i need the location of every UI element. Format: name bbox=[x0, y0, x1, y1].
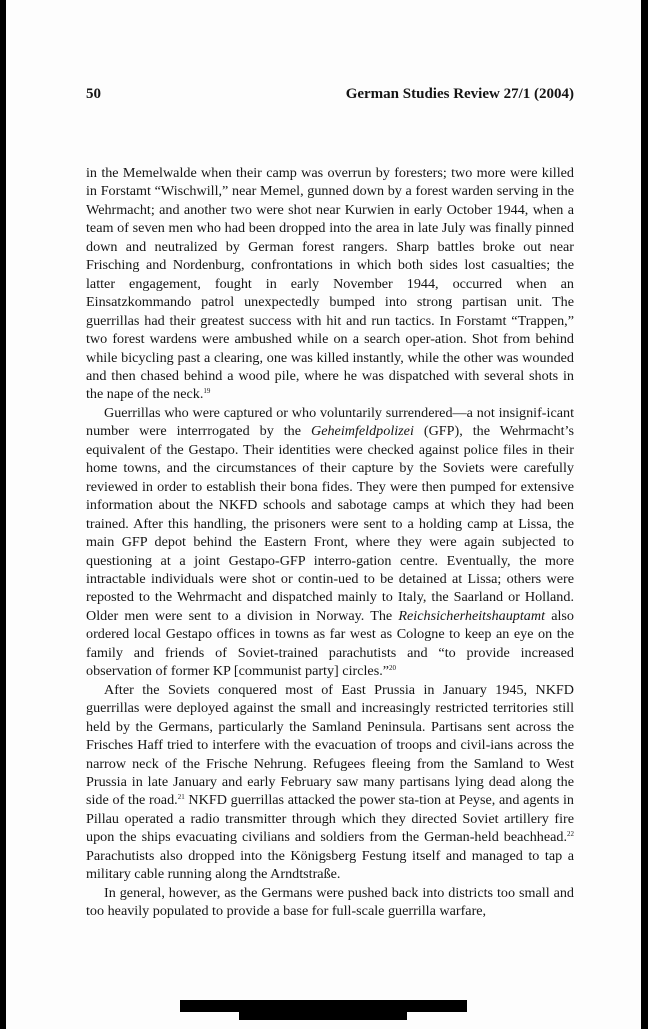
footnote-ref: 22 bbox=[567, 830, 574, 839]
text-run: Guerrillas who were captured or who voluntarily surrendered—a not insignif-icant number were interrrogated by the bbox=[86, 404, 574, 440]
paragraph bbox=[86, 404, 574, 681]
text-run: In general, however, as the Germans were pushed back into districts too small and too heavily populated to provide a base for full-scale guerrilla warfare, bbox=[86, 884, 574, 920]
paragraph bbox=[86, 884, 574, 921]
italic-term: Reichsicherheitshauptamt bbox=[398, 607, 546, 624]
text-run: Parachutists also dropped into the Königsberg Festung itself and managed to tap a military cable running along the Arndtstraße. bbox=[86, 847, 574, 883]
text-run: After the Soviets conquered most of East Prussia in January 1945, NKFD guerrillas were deployed against the small and increasingly restricted territories still held by the Germans, particularly the Samland Peninsula. Partisans sent across the Frisches Haff tried to interfere with the evacuation of troops and civil-ians across the narrow neck of the Frische Nehrung. Refugees fleeing from the Samland to West Prussia in late January and early February saw many partisans lying dead along the side of the road. bbox=[86, 681, 574, 809]
italic-term: Geheimfeldpolizei bbox=[311, 423, 414, 440]
text-run: in the Memelwalde when their camp was overrun by foresters; two more were killed in Forstamt “Wischwill,” near Memel, gunned down by a forest warden serving in the Wehrmacht; and another two were shot near Kurwien in early October 1944, when a team of seven men who had been dropped into the area in late July was finally pinned down and neutralized by German forest rangers. Sharp battles broke out near Frisching and Nordenburg, confrontations in which both sides lost casualties; the latter engagement, fought in early November 1944, occurred when an Einsatzkommando patrol unexpectedly bumped into strong partisan unit. The guerrillas had their greatest success with hit and run tactics. In Forstamt “Trappen,” two forest wardens were ambushed while on a search oper-ation. Shot from behind while bicycling past a clearing, one was killed instantly, while the other was wounded and then chased behind a wood pile, where he was dispatched with several shots in the nape of the neck. bbox=[86, 165, 574, 403]
footnote-ref: 20 bbox=[389, 664, 397, 673]
page-number: 50 bbox=[86, 86, 101, 102]
text-run: (GFP), the Wehrmacht’s equivalent of the Gestapo. Their identities were checked against police files in their home towns, and the circumstances of their capture by the Soviets were carefully reviewed in order to establish their bona fides. They were then pumped for extensive information about the NKFD schools and sabotage camps at which they had been trained. After this handling, the prisoners were sent to a holding camp at Lissa, the main GFP depot behind the Eastern Front, where they were again subjected to questioning at a joint Gestapo-GFP interro-gation centre. Eventually, the more intractable individuals were shot or contin-ued to be detained at Lissa; others were reposted to the Wehrmacht and dispatched mainly to Italy, the Saarland or Holland. Older men were sent to a division in Norway. The bbox=[86, 423, 574, 624]
footnote-ref: 21 bbox=[177, 793, 185, 802]
paragraph bbox=[86, 164, 574, 404]
scan-edge-bar bbox=[239, 1012, 407, 1020]
journal-title: German Studies Review 27/1 (2004) bbox=[345, 86, 574, 102]
text-run: NKFD guerrillas attacked the power sta-tion at Peyse, and agents in Pillau operated a radio transmitter through which they directed Soviet artillery fire upon the ships evacuating civilians and soldiers from the German-held beachhead. bbox=[86, 792, 574, 846]
scan-edge-bar bbox=[180, 1000, 467, 1012]
paragraph bbox=[86, 681, 574, 884]
article-body bbox=[86, 164, 574, 921]
page bbox=[6, 0, 641, 1029]
footnote-ref: 19 bbox=[203, 387, 211, 396]
text-run: also ordered local Gestapo offices in towns as far west as Cologne to keep an eye on the family and friends of Soviet-trained parachutists and “to provide increased observation of former KP [communist party] circles.” bbox=[86, 607, 574, 680]
